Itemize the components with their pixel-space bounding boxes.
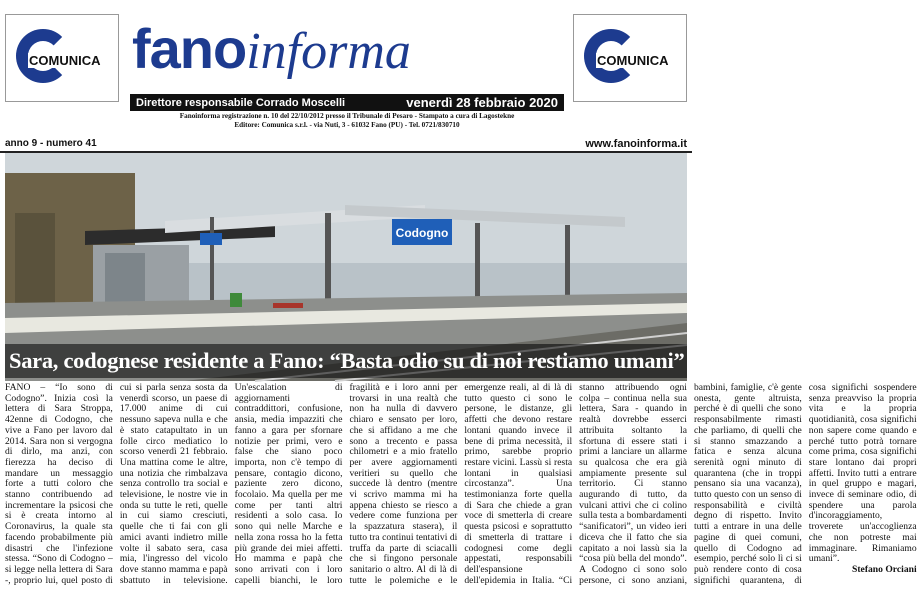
- website-link[interactable]: www.fanoinforma.it: [585, 138, 687, 150]
- masthead-part1: fano: [132, 17, 247, 80]
- registration-line-1: Fanoinforma registrazione n. 10 del 22/10/2012 presso il Tribunale di Pesaro - Stampato a cura di Lagostekne: [179, 112, 515, 120]
- article-text: FANO – “Io sono di Codogno”. Inizia così la lettera di Sara Stroppa, 42enne di Codogno, che vive a Fano per lavoro dal 2014. Sara non si vergogna di dirlo, ma anzi, con fierezza ha deciso di mandare un messaggio forte a tutti coloro che stanno contribuendo ad incrementare la psicosi che si è creata intorno al Coronavirus, la quale sta facendo probabilmente più disastri che l'infezione stessa. “Sono di Codogno – si legge nella lettera di Sara -, proprio lui, quel posto di cui si parla senza sosta da venerdì scorso, un paese di 17.000 anime di cui nessuno sapeva nulla e che è stato catapultato in un folle circo mediatico lo scorso venerdì 21 febbraio. Una mattina come le altre, una notizia che rimbalzava senza controllo tra social e televisione, le nostre vie in onda su tutte le reti, quelle in cui siamo cresciuti, quelle che ti fai con gli amici avanti indietro mille volte il sabato sera, casa mia, l'ingresso del vicolo dove stanno mamma e papà sbattuto in televisione. Un'escalation di aggiornamenti contraddittori, confusione, ansia, media impazziti che fanno a gara per sfornare notizie per primi, vero e false che siano poco importa, non c'è tempo di pensare, contagio dicono, paziente zero dicono, focolaio. Ma quella per me come per tanti altri residenti a solo casa. Io sono qui nelle Marche e nella zona rossa ho la fetta più grande dei miei affetti. Ho mamma e papà che sono arrivati con i loro capelli bianchi, le loro fragilità e i loro anni per trovarsi in una realtà che non ha nulla di davvero chiaro e sensato per loro, che si affidano a me che sono a trecento e passa chilometri e a mio fratello per avere aggiornamenti veritieri su quello che succede là dentro (mentre vi scrivo mamma mi ha appena chiesto se riesco a vedere come funziona per la spazzatura stasera), il tutto tra continui tentativi di truffa da parte di sciacalli che si fingono personale sanitario o altro. Al di là di tutte le polemiche e le emergenze reali, al di là di tutto questo ci sono le persone, le distanze, gli affetti che devono restare lontani quando invece il bene di prima necessità, il primo, sarebbe proprio restare vicini. Lassù si resta lontani in qualsiasi circostanza”. Una testimonianza forte quella di Sara che chiede a gran voce di smetterla di creare questa psicosi e soprattutto di smetterla di trattare i codognesi come degli appestati, responsabili dell'espansione dell'epidemia in Italia. “Ci stanno attribuendo ogni colpa – continua nella sua lettera, Sara - quando in realtà dovrebbe esserci attribuita soltanto la sfortuna di essere stati i primi a lanciare un allarme su qualcosa che era già ampiamente presente sul territorio. Ci stanno augurando di tutto, da vulcani attivi che ci colino sulla testa a bombardamenti “sanificatori”, un video ieri diceva che il fatto che sia capitato a noi lassù sia la “cosa più bella del mondo”. A Codogno ci sono solo persone, ci sono anziani, bambini, famiglie, c'è gente onesta, gente altruista, perché è di quelli che sono responsabilmente rimasti che parliamo, di quelli che si stanno smazzando a fatica e senza alcuna serenità ogni minuto di quarantena (che in troppi pensano sia una vacanza), tutto questo con un senso di responsabilità e civiltà degno di rispetto. Invito tutti a entrare in una delle pagine di quei comuni, quello di Codogno ad esempio, perché solo lì ci si può rendere conto di cosa significhi quarantena, di cosa significhi sospendere senza preavviso la propria vita e la propria quotidianità, cosa significhi non sapere come quando e perché tutto potrà tornare come prima, cosa significhi stare lontano dai propri affetti. Invito tutti a entrare in quel gruppo e magari, invece di seminare odio, di spendere una parola d'incoraggiamento, troverete un'accoglienza che non potreste mai immaginare. Rimaniamo umani”.: [5, 382, 917, 586]
- masthead-title: [132, 16, 564, 86]
- issue-date: venerdì 28 febbraio 2020: [406, 95, 558, 110]
- director-line: Direttore responsabile Corrado Moscelli: [136, 96, 346, 109]
- headline: Sara, codognese residente a Fano: “Basta odio su di noi restiamo umani”: [5, 344, 687, 378]
- station-sign: Codogno: [395, 226, 449, 240]
- masthead-part2: informa: [246, 23, 411, 80]
- registration-line-2: Editore: Comunica s.r.l. - via Nuti, 3 - 61032 Fano (PU) - Tel. 0721/830710: [234, 121, 460, 129]
- article-author: Stefano Orciani: [852, 563, 917, 575]
- comunica-logo-right: [573, 14, 687, 102]
- comunica-logo-left: [5, 14, 119, 102]
- logo-text: COMUNICA: [597, 53, 669, 68]
- logo-text: COMUNICA: [29, 53, 101, 68]
- article-body: [5, 382, 917, 588]
- director-bar: [130, 94, 564, 111]
- issue-number: anno 9 - numero 41: [5, 138, 97, 149]
